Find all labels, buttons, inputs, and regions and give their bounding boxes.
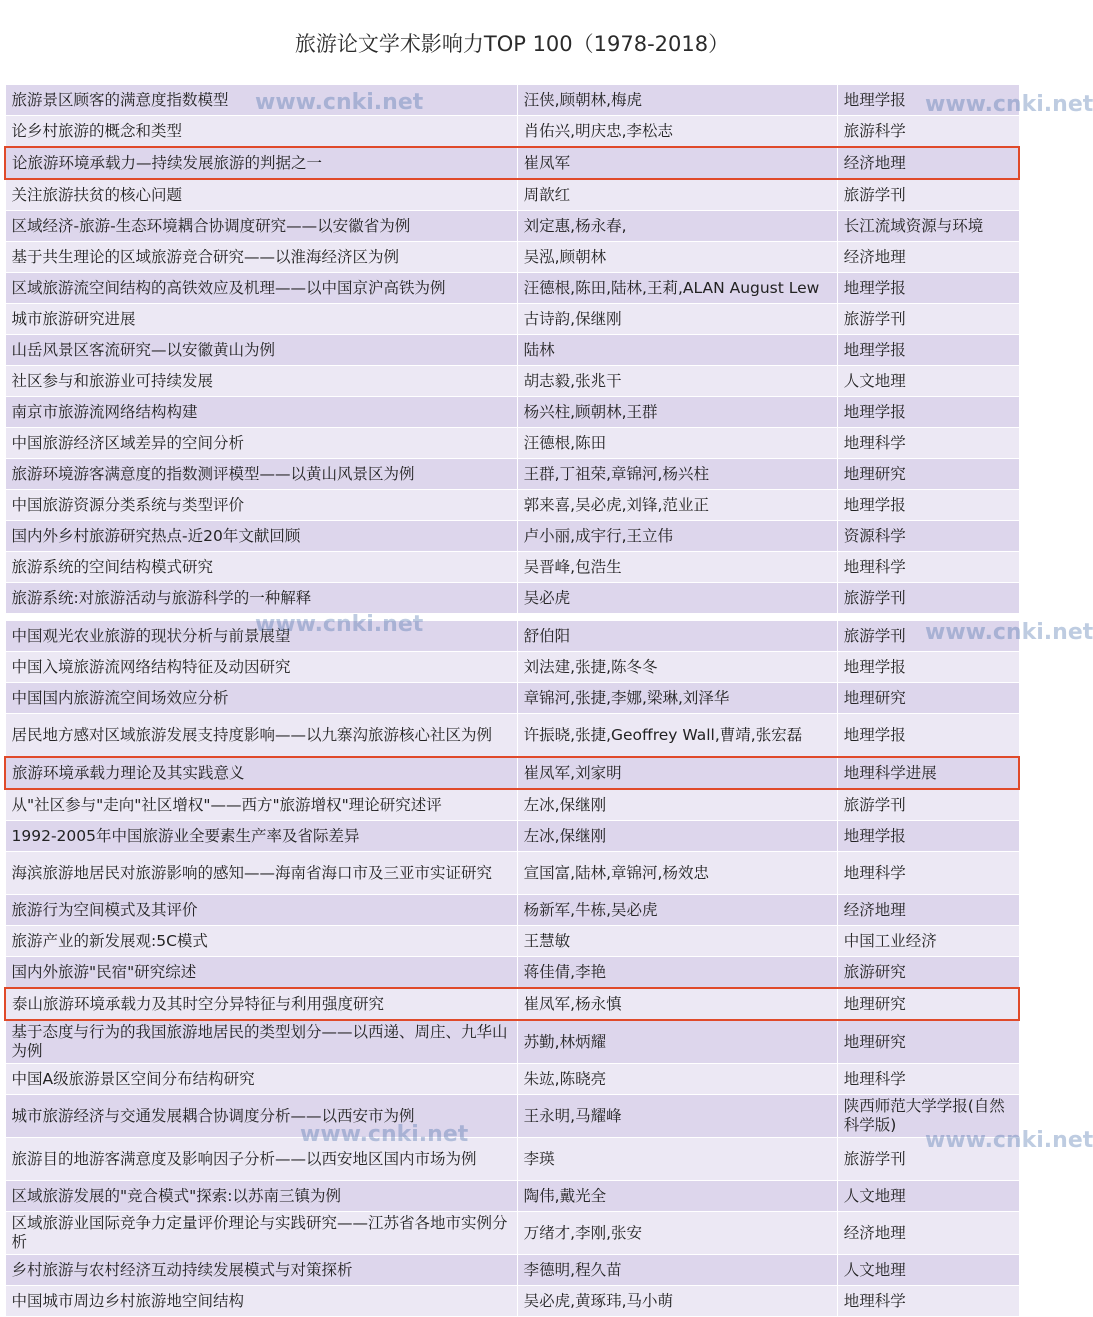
table-row: [5, 1138, 1019, 1181]
paper-title-cell: 基于共生理论的区域旅游竞合研究——以淮海经济区为例: [5, 242, 517, 273]
authors-cell: 王永明,马耀峰: [517, 1095, 837, 1138]
journal-cell: 旅游学刊: [837, 304, 1019, 335]
journal-cell: 地理科学: [837, 1064, 1019, 1095]
journal-cell: 资源科学: [837, 521, 1019, 552]
table-row: [5, 366, 1019, 397]
paper-title-cell: 旅游环境游客满意度的指数测评模型——以黄山风景区为例: [5, 459, 517, 490]
table-row: [5, 683, 1019, 714]
table-row: [5, 179, 1019, 211]
journal-cell: 地理科学: [837, 852, 1019, 895]
journal-cell: 地理科学进展: [837, 757, 1019, 789]
paper-title-cell: 论旅游环境承载力—持续发展旅游的判据之一: [5, 147, 517, 179]
table-row: [5, 116, 1019, 148]
authors-cell: 蒋佳倩,李艳: [517, 957, 837, 989]
table-row: [5, 957, 1019, 989]
authors-cell: 古诗韵,保继刚: [517, 304, 837, 335]
authors-cell: 陆林: [517, 335, 837, 366]
table-row: [5, 1286, 1019, 1317]
authors-cell: 刘定惠,杨永春,: [517, 211, 837, 242]
paper-title-cell: 关注旅游扶贫的核心问题: [5, 179, 517, 211]
authors-cell: 崔凤军,杨永慎: [517, 988, 837, 1020]
journal-cell: 人文地理: [837, 1181, 1019, 1212]
journal-cell: 地理研究: [837, 988, 1019, 1020]
journal-cell: 地理学报: [837, 490, 1019, 521]
journal-cell: 旅游学刊: [837, 179, 1019, 211]
table-row: [5, 521, 1019, 552]
paper-title-cell: 城市旅游经济与交通发展耦合协调度分析——以西安市为例: [5, 1095, 517, 1138]
journal-cell: 地理学报: [837, 85, 1019, 116]
paper-title-cell: 1992-2005年中国旅游业全要素生产率及省际差异: [5, 821, 517, 852]
table-row: [5, 1255, 1019, 1286]
journal-cell: 经济地理: [837, 242, 1019, 273]
journal-cell: 人文地理: [837, 1255, 1019, 1286]
table-row: [5, 652, 1019, 683]
table-row: [5, 335, 1019, 366]
authors-cell: 杨新军,牛栋,吴必虎: [517, 895, 837, 926]
table-row: [5, 621, 1019, 652]
paper-title-cell: 中国A级旅游景区空间分布结构研究: [5, 1064, 517, 1095]
journal-cell: 地理研究: [837, 459, 1019, 490]
authors-cell: 左冰,保继刚: [517, 789, 837, 821]
journal-cell: 中国工业经济: [837, 926, 1019, 957]
paper-title-cell: 基于态度与行为的我国旅游地居民的类型划分——以西递、周庄、九华山为例: [5, 1020, 517, 1064]
paper-title-cell: 旅游行为空间模式及其评价: [5, 895, 517, 926]
authors-cell: 李瑛: [517, 1138, 837, 1181]
authors-cell: 李德明,程久苗: [517, 1255, 837, 1286]
paper-title-cell: 南京市旅游流网络结构构建: [5, 397, 517, 428]
authors-cell: 舒伯阳: [517, 621, 837, 652]
table-row-highlighted: [5, 147, 1019, 179]
paper-title-cell: 旅游景区顾客的满意度指数模型: [5, 85, 517, 116]
paper-title-cell: 社区参与和旅游业可持续发展: [5, 366, 517, 397]
paper-title-cell: 区域旅游发展的"竞合模式"探索:以苏南三镇为例: [5, 1181, 517, 1212]
table-row: [5, 789, 1019, 821]
table-row: [5, 304, 1019, 335]
journal-cell: 经济地理: [837, 147, 1019, 179]
watermark: www.cnki.net: [925, 92, 1093, 117]
authors-cell: 王群,丁祖荣,章锦河,杨兴柱: [517, 459, 837, 490]
table-row: [5, 459, 1019, 490]
journal-cell: 地理研究: [837, 683, 1019, 714]
journal-cell: 陕西师范大学学报(自然科学版): [837, 1095, 1019, 1138]
table-row: [5, 85, 1019, 116]
authors-cell: 吴必虎: [517, 583, 837, 614]
paper-title-cell: 旅游目的地游客满意度及影响因子分析——以西安地区国内市场为例: [5, 1138, 517, 1181]
authors-cell: 刘法建,张捷,陈冬冬: [517, 652, 837, 683]
authors-cell: 吴泓,顾朝林: [517, 242, 837, 273]
table-row: [5, 1020, 1019, 1064]
authors-cell: 宣国富,陆林,章锦河,杨效忠: [517, 852, 837, 895]
table-row-highlighted: [5, 757, 1019, 789]
paper-title-cell: 旅游环境承载力理论及其实践意义: [5, 757, 517, 789]
paper-title-cell: 居民地方感对区域旅游发展支持度影响——以九寨沟旅游核心社区为例: [5, 714, 517, 758]
authors-cell: 崔凤军: [517, 147, 837, 179]
journal-cell: 地理科学: [837, 428, 1019, 459]
table-row: [5, 552, 1019, 583]
watermark: www.cnki.net: [925, 620, 1093, 645]
paper-title-cell: 中国观光农业旅游的现状分析与前景展望: [5, 621, 517, 652]
authors-cell: 苏勤,林炳耀: [517, 1020, 837, 1064]
table-row: [5, 490, 1019, 521]
journal-cell: 地理学报: [837, 714, 1019, 758]
journal-cell: 地理学报: [837, 821, 1019, 852]
paper-title-cell: 中国城市周边乡村旅游地空间结构: [5, 1286, 517, 1317]
authors-cell: 吴晋峰,包浩生: [517, 552, 837, 583]
paper-title-cell: 海滨旅游地居民对旅游影响的感知——海南省海口市及三亚市实证研究: [5, 852, 517, 895]
paper-table: [4, 84, 1020, 1317]
authors-cell: 章锦河,张捷,李娜,梁琳,刘泽华: [517, 683, 837, 714]
authors-cell: 卢小丽,成宇行,王立伟: [517, 521, 837, 552]
table-row: [5, 714, 1019, 758]
paper-title-cell: 从"社区参与"走向"社区增权"——西方"旅游增权"理论研究述评: [5, 789, 517, 821]
paper-title-cell: 中国旅游经济区域差异的空间分析: [5, 428, 517, 459]
journal-cell: 地理学报: [837, 273, 1019, 304]
journal-cell: 经济地理: [837, 1212, 1019, 1255]
watermark: www.cnki.net: [925, 1128, 1093, 1153]
watermark: www.cnki.net: [255, 612, 424, 637]
journal-cell: 旅游研究: [837, 957, 1019, 989]
journal-cell: 人文地理: [837, 366, 1019, 397]
table-row: [5, 926, 1019, 957]
journal-cell: 旅游科学: [837, 116, 1019, 148]
watermark: www.cnki.net: [255, 90, 424, 115]
paper-title-cell: 旅游产业的新发展观:5C模式: [5, 926, 517, 957]
authors-cell: 肖佑兴,明庆忠,李松志: [517, 116, 837, 148]
table-row: [5, 428, 1019, 459]
authors-cell: 周歆红: [517, 179, 837, 211]
authors-cell: 万绪才,李刚,张安: [517, 1212, 837, 1255]
authors-cell: 吴必虎,黄琢玮,马小萌: [517, 1286, 837, 1317]
table-row: [5, 821, 1019, 852]
authors-cell: 郭来喜,吴必虎,刘锋,范业正: [517, 490, 837, 521]
journal-cell: 地理研究: [837, 1020, 1019, 1064]
paper-title-cell: 国内外乡村旅游研究热点-近20年文献回顾: [5, 521, 517, 552]
authors-cell: 崔凤军,刘家明: [517, 757, 837, 789]
authors-cell: 许振晓,张捷,Geoffrey Wall,曹靖,张宏磊: [517, 714, 837, 758]
paper-title-cell: 旅游系统的空间结构模式研究: [5, 552, 517, 583]
paper-title-cell: 区域经济-旅游-生态环境耦合协调度研究——以安徽省为例: [5, 211, 517, 242]
table-row: [5, 211, 1019, 242]
journal-cell: 旅游学刊: [837, 583, 1019, 614]
journal-cell: 地理科学: [837, 1286, 1019, 1317]
journal-cell: 地理学报: [837, 652, 1019, 683]
table-row: [5, 1212, 1019, 1255]
paper-title-cell: 区域旅游业国际竞争力定量评价理论与实践研究——江苏省各地市实例分析: [5, 1212, 517, 1255]
authors-cell: 王慧敏: [517, 926, 837, 957]
paper-title-cell: 泰山旅游环境承载力及其时空分异特征与利用强度研究: [5, 988, 517, 1020]
authors-cell: 汪德根,陈田,陆林,王莉,ALAN August Lew: [517, 273, 837, 304]
journal-cell: 旅游学刊: [837, 1138, 1019, 1181]
table-row: [5, 1181, 1019, 1212]
table-row: [5, 895, 1019, 926]
table-row: [5, 583, 1019, 614]
journal-cell: 旅游学刊: [837, 789, 1019, 821]
journal-cell: 地理学报: [837, 335, 1019, 366]
journal-cell: 经济地理: [837, 895, 1019, 926]
paper-title-cell: 城市旅游研究进展: [5, 304, 517, 335]
paper-title-cell: 中国入境旅游流网络结构特征及动因研究: [5, 652, 517, 683]
paper-title-cell: 山岳风景区客流研究—以安徽黄山为例: [5, 335, 517, 366]
paper-title-cell: 乡村旅游与农村经济互动持续发展模式与对策探析: [5, 1255, 517, 1286]
table-row: [5, 242, 1019, 273]
authors-cell: 左冰,保继刚: [517, 821, 837, 852]
paper-title-cell: 中国旅游资源分类系统与类型评价: [5, 490, 517, 521]
authors-cell: 杨兴柱,顾朝林,王群: [517, 397, 837, 428]
paper-title-cell: 区域旅游流空间结构的高铁效应及机理——以中国京沪高铁为例: [5, 273, 517, 304]
table-gap: [5, 614, 1019, 621]
journal-cell: 地理学报: [837, 397, 1019, 428]
watermark: www.cnki.net: [300, 1122, 469, 1147]
table-row: [5, 1064, 1019, 1095]
paper-title-cell: 国内外旅游"民宿"研究综述: [5, 957, 517, 989]
journal-cell: 地理科学: [837, 552, 1019, 583]
journal-cell: 旅游学刊: [837, 621, 1019, 652]
table-row: [5, 1095, 1019, 1138]
table-row: [5, 397, 1019, 428]
paper-title-cell: 旅游系统:对旅游活动与旅游科学的一种解释: [5, 583, 517, 614]
authors-cell: 汪德根,陈田: [517, 428, 837, 459]
table-row: [5, 273, 1019, 304]
page-title: 旅游论文学术影响力TOP 100（1978-2018）: [294, 32, 730, 56]
table-row: [5, 852, 1019, 895]
journal-cell: 长江流域资源与环境: [837, 211, 1019, 242]
paper-title-cell: 中国国内旅游流空间场效应分析: [5, 683, 517, 714]
authors-cell: 朱竑,陈晓亮: [517, 1064, 837, 1095]
authors-cell: 陶伟,戴光全: [517, 1181, 837, 1212]
table-row-highlighted: [5, 988, 1019, 1020]
authors-cell: 汪侠,顾朝林,梅虎: [517, 85, 837, 116]
gap-cell: [5, 614, 1019, 621]
paper-title-cell: 论乡村旅游的概念和类型: [5, 116, 517, 148]
authors-cell: 胡志毅,张兆干: [517, 366, 837, 397]
